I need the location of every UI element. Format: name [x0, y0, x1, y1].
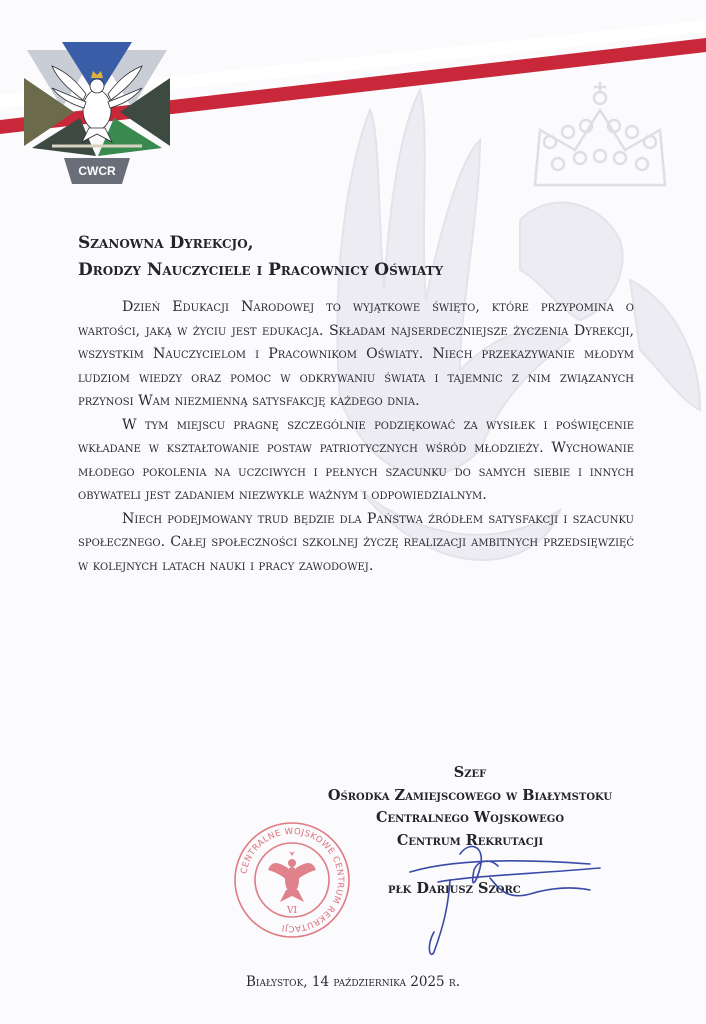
- paragraph-1: Dzień Edukacji Narodowej to wyjątkowe święto, które przypomina o wartości, jaką w życiu jest edukacja. Składam najserdeczniejsze życzenia Dyrekcji, wszystkim Nauczycielom i Pracownikom Oświaty. Niech przekazywanie młodym ludziom wiedzy oraz pomoc w odkrywaniu świata i tajemnic z nim związanych przynosi Wam niezmienną satysfakcję każdego dnia.: [78, 299, 634, 409]
- logo-text: CWCR: [78, 164, 116, 178]
- stamp-number: VI: [286, 906, 298, 916]
- letter-body: [78, 296, 634, 578]
- eagle-emblem-icon: [24, 42, 170, 184]
- greeting: [78, 230, 638, 284]
- handwritten-signature: [390, 820, 620, 960]
- cwcr-logo: [22, 38, 172, 188]
- stamp-text: CENTRALNE WOJSKOWE CENTRUM REKRUTACJI: [239, 826, 346, 934]
- place-and-date: Białystok, 14 października 2025 r.: [245, 974, 460, 990]
- signatory-name: płk Dariusz Szorc: [388, 880, 521, 897]
- signature-office: Ośrodka Zamiejscowego w Białymstoku: [327, 786, 613, 804]
- paragraph-2: W tym miejscu pragnę szczególnie podziękować za wysiłek i poświęcenie wkładane w kształtowanie postaw patriotycznych wśród młodzieży. Wychowanie młodego pokolenia na uczciwych i pełnych szacunku do samych siebie i innych obywateli jest zadaniem niezwykle ważnym i odpowiedzialnym.: [78, 416, 634, 503]
- greeting-line-2: Drodzy Nauczyciele i Pracownicy Oświaty: [78, 260, 444, 280]
- signature-title: Szef: [453, 764, 487, 781]
- polish-eagle-stamp-icon: [268, 851, 316, 902]
- paragraph-3: Niech podejmowany trud będzie dla Państwa źródłem satysfakcji i szacunku społecznego. Całej społeczności szkolnej życzę realizacji ambitnych przedsięwzięć w kolejnych latach nauki i pracy zawodowej.: [78, 510, 634, 574]
- greeting-line-1: Szanowna Dyrekcjo,: [78, 233, 254, 253]
- signature-office-2: Centralnego Wojskowego: [375, 809, 565, 826]
- signature-office-3: Centrum Rekrutacji: [396, 831, 544, 849]
